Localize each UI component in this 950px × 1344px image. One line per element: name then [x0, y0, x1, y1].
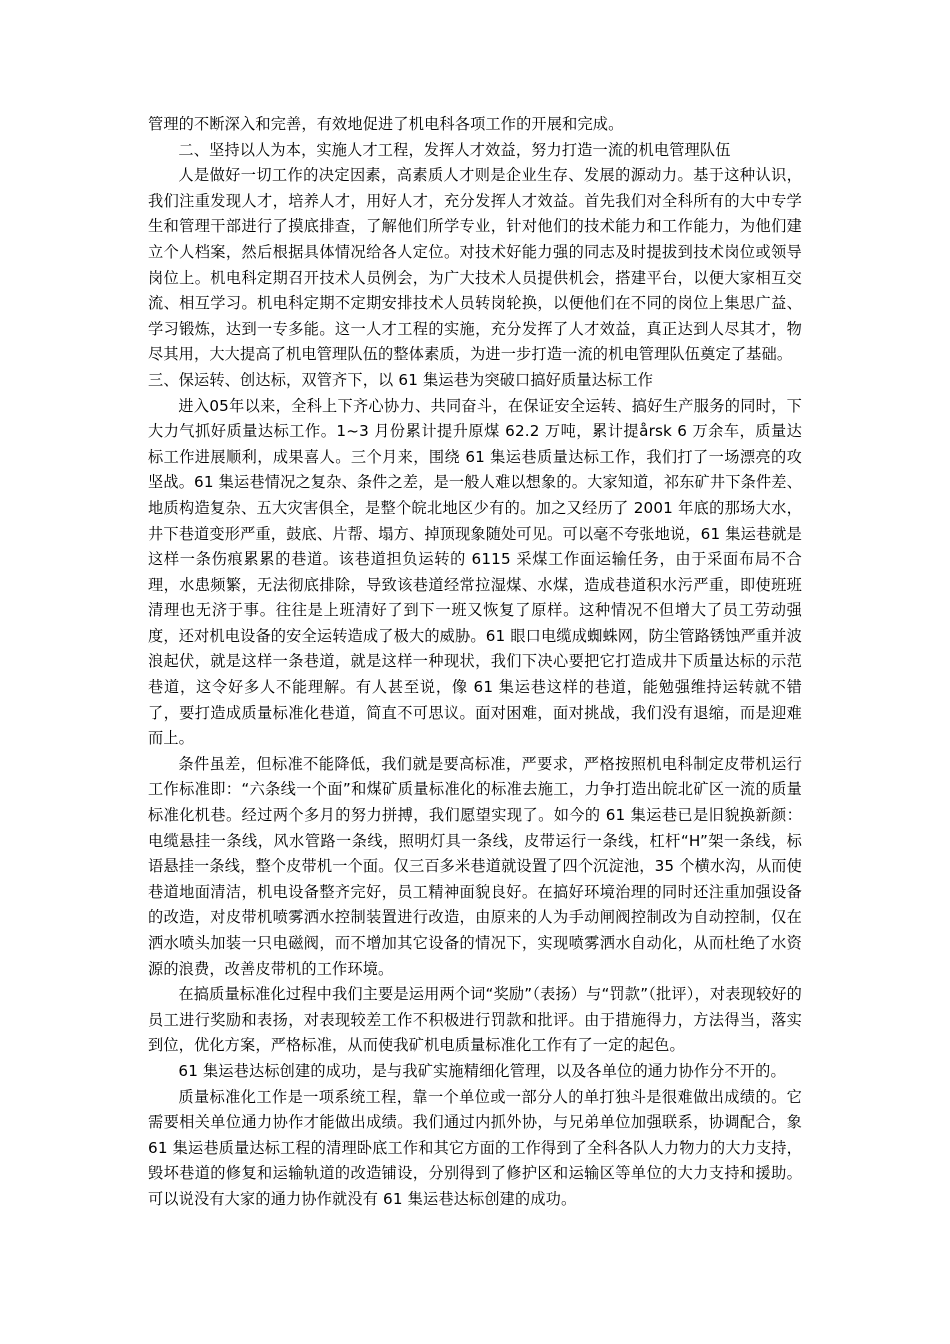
paragraph-heading-three: 三、保运转、创达标，双管齐下，以 61 集运巷为突破口搞好质量达标工作 — [148, 370, 654, 389]
document-body — [148, 112, 802, 1213]
paragraph: 在搞质量标准化过程中我们主要是运用两个词“奖励”（表扬）与“罚款”（批评），对表现较好的员工进行奖励和表扬，对表现较差工作不积极进行罚款和批评。由于措施得力，方法得当，落实到位，优化方案，严格标准，从而使我矿机电质量标准化工作有了一定的起色。 — [148, 985, 802, 1055]
paragraph: 进入05年以来，全科上下齐心协力、共同奋斗，在保证安全运转、搞好生产服务的同时，下大力气抓好质量达标工作。1~3 月份累计提升原煤 62.2 万吨，累计提årsk 6 万余车，质量达标工作进展顺利，成果喜人。三个月来，围绕 61 集运巷质量达标工作，我们打了一场漂亮的攻坚战。61 集运巷情况之复杂、条件之差，是一般人难以想象的。大家知道，祁东矿井下条件差、地质构造复杂、五大灾害俱全，是整个皖北地区少有的。加之又经历了 2001 年底的那场大水，井下巷道变形严重，鼓底、片帮、塌方、掉顶现象随处可见。可以毫不夸张地说，61 集运巷就是这样一条伤痕累累的巷道。该巷道担负运转的 6115 采煤工作面运输任务，由于采面布局不合理，水患频繁，无法彻底排除，导致该巷道经常拉湿煤、水煤，造成巷道积水污严重，即使班班清理也无济于事。往往是上班清好了到下一班又恢复了原样。这种情况不但增大了员工劳动强度，还对机电设备的安全运转造成了极大的威胁。61 眼口电缆成蜘蛛网，防尘管路锈蚀严重并波浪起伏，就是这样一条巷道，就是这样一种现状，我们下决心要把它打造成井下质量达标的示范巷道，这令好多人不能理解。有人甚至说，像 61 集运巷这样的巷道，能勉强维持运转就不错了，要打造成质量标准化巷道，简直不可思议。面对困难，面对挑战，我们没有退缩，而是迎难而上。 — [148, 396, 802, 748]
paragraph: 条件虽差，但标准不能降低，我们就是要高标准，严要求，严格按照机电科制定皮带机运行工作标准即：“六条线一个面”和煤矿质量标准化的标准去施工，力争打造出皖北矿区一流的质量标准化机巷。经过两个多月的努力拼搏，我们愿望实现了。如今的 61 集运巷已是旧貌换新颜：电缆悬挂一条线，风水管路一条线，照明灯具一条线，皮带运行一条线，杠杆“H”架一条线，标语悬挂一条线，整个皮带机一个面。仅三百多米巷道就设置了四个沉淀池，35 个横水沟，从而使巷道地面清洁，机电设备整齐完好，员工精神面貌良好。在搞好环境治理的同时还注重加强设备的改造，对皮带机喷雾洒水控制装置进行改造，由原来的人为手动闸阀控制改为自动控制，仅在洒水喷头加装一只电磁阀，而不增加其它设备的情况下，实现喷雾洒水自动化，从而杜绝了水资源的浪费，改善皮带机的工作环境。 — [148, 754, 802, 978]
paragraph-heading-two: 二、坚持以人为本，实施人才工程，发挥人才效益，努力打造一流的机电管理队伍 — [178, 140, 731, 159]
paragraph: 人是做好一切工作的决定因素，高素质人才则是企业生存、发展的源动力。基于这种认识，我们注重发现人才，培养人才，用好人才，充分发挥人才效益。首先我们对全科所有的大中专学生和管理干部进行了摸底排查，了解他们所学专业，针对他们的技术能力和工作能力，为他们建立个人档案，然后根据具体情况给各人定位。对技术好能力强的同志及时提拔到技术岗位或领导岗位上。机电科定期召开技术人员例会，为广大技术人员提供机会，搭建平台，以便大家相互交流、相互学习。机电科定期不定期安排技术人员转岗轮换，以便他们在不同的岗位上集思广益、学习锻炼，达到一专多能。这一人才工程的实施，充分发挥了人才效益，真正达到人尽其才，物尽其用，大大提高了机电管理队伍的整体素质，为进一步打造一流的机电管理队伍奠定了基础。 — [148, 166, 802, 364]
paragraph: 管理的不断深入和完善，有效地促进了机电科各项工作的开展和完成。 — [148, 115, 624, 133]
paragraph: 61 集运巷达标创建的成功，是与我矿实施精细化管理，以及各单位的通力协作分不开的。 — [178, 1061, 786, 1080]
paragraph: 质量标准化工作是一项系统工程，靠一个单位或一部分人的单打独斗是很难做出成绩的。它需要相关单位通力协作才能做出成绩。我们通过内抓外协，与兄弟单位加强联系，协调配合，象 61 集运巷质量达标工程的清理卧底工作和其它方面的工作得到了全科各队人力物力的大力支持，毁坏巷道的修复和运输轨道的改造铺设，分别得到了修护区和运输区等单位的大力支持和援助。可以说没有大家的通力协作就没有 61 集运巷达标创建的成功。 — [148, 1087, 802, 1208]
